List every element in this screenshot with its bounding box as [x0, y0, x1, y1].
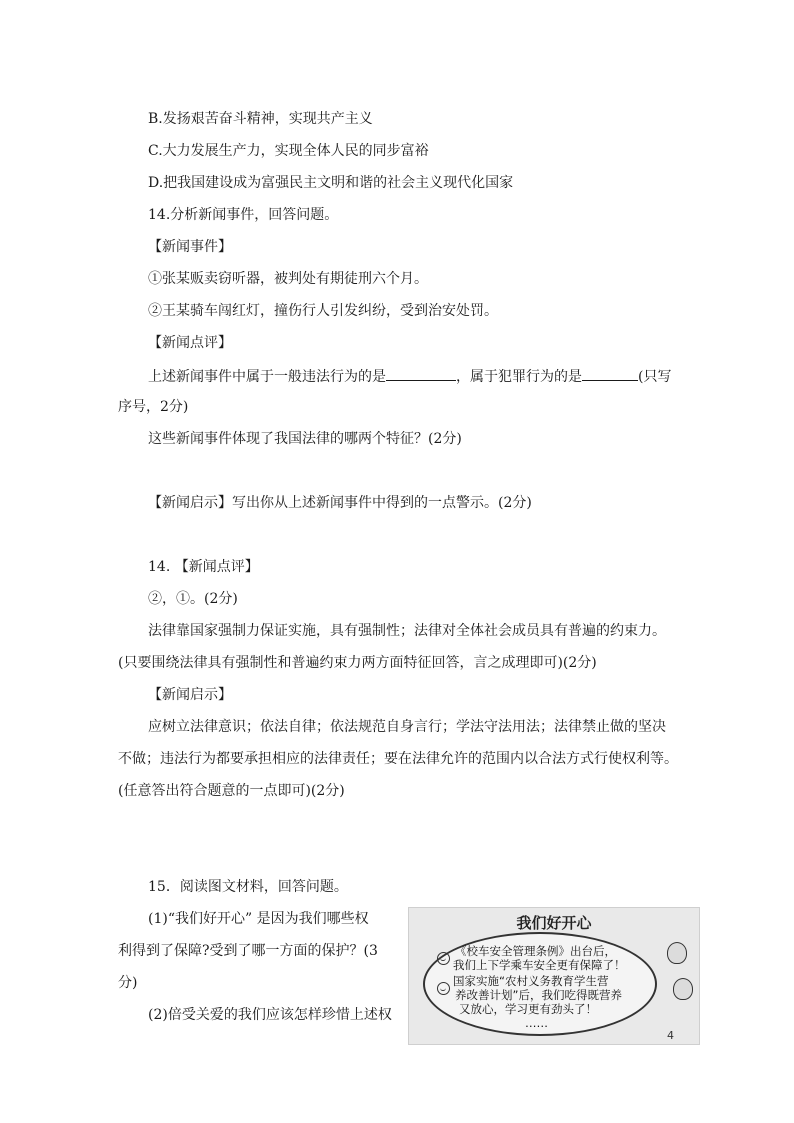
- answer-enlightenment-1: 应树立法律意识；依法自律；依法规范自身言行；学法守法用法；法律禁止做的坚决: [148, 719, 666, 735]
- news-comment-question-1: [148, 366, 671, 386]
- news-comment-heading: 【新闻点评】: [148, 335, 232, 351]
- cartoon-text-4: 养改善计划”后，我们吃得既营养: [455, 988, 622, 1002]
- page-number: 4: [667, 1029, 674, 1042]
- answer-14-features: 法律靠国家强制力保证实施，具有强制性；法律对全体社会成员具有普遍的约束力。: [148, 623, 666, 639]
- answer-blank-1[interactable]: [386, 366, 456, 381]
- answer-14-blanks: ②，①。(2分): [148, 591, 238, 607]
- answer-enlightenment-2: 不做；违法行为都要承担相应的法律责任；要在法律允许的范围内以合法方式行使权利等。: [118, 751, 678, 767]
- cartoon-text-5: 又放心，学习更有劲头了！: [459, 1002, 597, 1016]
- cartoon-text-3: 国家实施“农村义务教育学生营: [453, 974, 609, 988]
- news-comment-question-1-cont: 序号，2分): [118, 399, 189, 415]
- question-14: 14.分析新闻事件，回答问题。: [148, 207, 339, 223]
- smiley-face-icon: [437, 982, 450, 995]
- news-event-1: ①张某贩卖窃听器，被判处有期徒刑六个月。: [148, 271, 428, 287]
- question-15: 15．阅读图文材料，回答问题。: [148, 879, 348, 895]
- answer-14-features-note: (只要围绕法律具有强制性和普遍约束力两方面特征回答，言之成理即可)(2分): [118, 655, 597, 671]
- option-b: B.发扬艰苦奋斗精神，实现共产主义: [148, 111, 373, 127]
- answer-14-heading: 14. 【新闻点评】: [148, 559, 259, 575]
- comment-q1-part-a: 上述新闻事件中属于一般违法行为的是: [148, 369, 386, 385]
- answer-enlightenment-note: (任意答出符合题意的一点即可)(2分): [118, 783, 345, 799]
- news-enlightenment-question: 【新闻启示】写出你从上述新闻事件中得到的一点警示。(2分): [148, 495, 532, 511]
- answer-enlightenment-heading: 【新闻启示】: [148, 687, 232, 703]
- comment-q1-part-b: ，属于犯罪行为的是: [456, 369, 582, 385]
- cartoon-image: [408, 907, 700, 1045]
- child-figure-icon: [667, 942, 687, 964]
- question-15-1-line-2: 利得到了保障?受到了哪一方面的保护？(3: [118, 943, 378, 959]
- option-c: C.大力发展生产力，实现全体人民的同步富裕: [148, 143, 429, 159]
- smiley-face-icon: [437, 952, 450, 965]
- question-15-1-line-1: (1)“我们好开心” 是因为我们哪些权: [148, 911, 369, 927]
- cartoon-text-1: 《校车安全管理条例》出台后，: [455, 944, 616, 958]
- child-figure-icon: [673, 978, 693, 1000]
- cartoon-title: 我们好开心: [516, 914, 592, 932]
- news-event-2: ②王某骑车闯红灯，撞伤行人引发纠纷，受到治安处罚。: [148, 303, 498, 319]
- option-d: D.把我国建设成为富强民主文明和谐的社会主义现代化国家: [148, 175, 514, 191]
- comment-q1-part-c: (只写: [638, 369, 672, 385]
- news-comment-question-2: 这些新闻事件体现了我国法律的哪两个特征？(2分): [148, 431, 462, 447]
- answer-blank-2[interactable]: [582, 366, 638, 381]
- news-event-heading: 【新闻事件】: [148, 239, 232, 255]
- cartoon-text-2: 我们上下学乘车安全更有保障了！: [453, 958, 626, 972]
- cartoon-text-6: ……: [525, 1016, 548, 1030]
- question-15-2: (2)倍受关爱的我们应该怎样珍惜上述权: [148, 1007, 392, 1023]
- question-15-1-line-3: 分): [118, 975, 138, 991]
